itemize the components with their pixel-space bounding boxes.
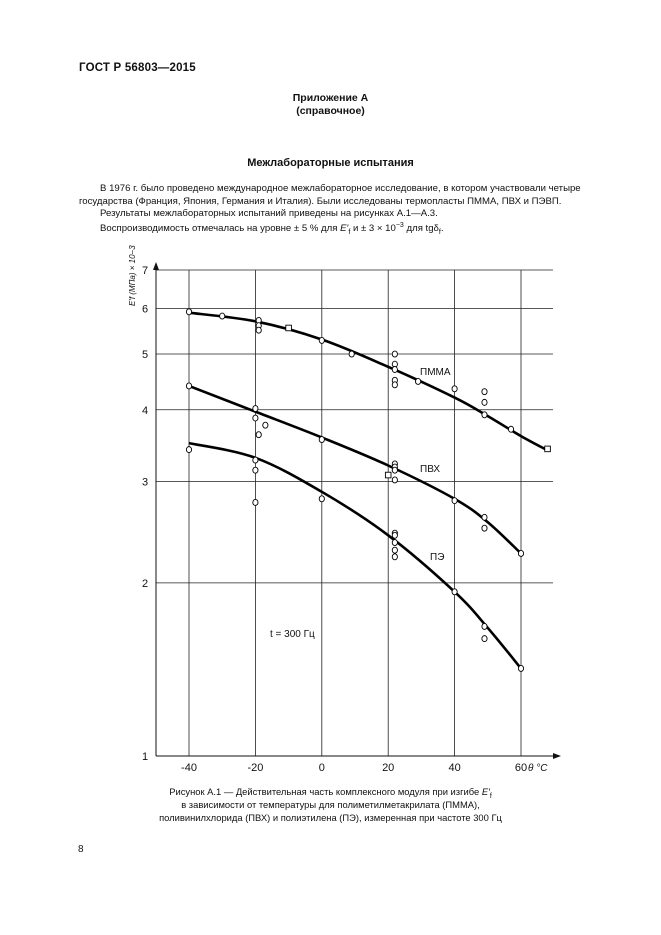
data-point bbox=[392, 382, 397, 388]
document-code: ГОСТ Р 56803—2015 bbox=[79, 62, 196, 74]
data-point bbox=[220, 313, 225, 319]
caption-symbol-sub: f bbox=[489, 792, 492, 800]
x-tick-label: -20 bbox=[247, 762, 264, 774]
x-axis-label: θ °C bbox=[528, 763, 548, 774]
data-point bbox=[385, 472, 391, 478]
figure-caption-line2: в зависимости от температуры для полиметилметакрилата (ПММА), bbox=[181, 799, 480, 810]
data-point bbox=[392, 547, 397, 553]
data-point bbox=[186, 309, 191, 315]
figure-caption-line3: поливинилхлорида (ПВХ) и полиэтилена (ПЭ), измеренная при частоте 300 Гц bbox=[159, 812, 502, 823]
data-point bbox=[452, 386, 457, 392]
data-point bbox=[253, 467, 258, 473]
p3-text-c: для tgδ bbox=[403, 223, 439, 235]
y-tick-label: 2 bbox=[141, 577, 149, 590]
x-tick-label: 20 bbox=[382, 762, 395, 774]
data-point bbox=[319, 437, 324, 443]
series-line bbox=[189, 313, 548, 451]
y-tick-label: 3 bbox=[141, 476, 149, 489]
section-title: Межлабораторные испытания bbox=[247, 157, 414, 169]
data-point bbox=[415, 378, 420, 384]
caption-text-a: Рисунок А.1 — Действительная часть комплексного модуля при изгибе bbox=[169, 786, 482, 797]
data-point bbox=[392, 477, 397, 483]
data-point bbox=[253, 406, 258, 412]
data-point bbox=[482, 412, 487, 418]
p3-exponent: −3 bbox=[395, 222, 404, 229]
y-tick-label: 6 bbox=[141, 303, 149, 316]
data-point bbox=[392, 351, 397, 357]
x-tick-label: 40 bbox=[448, 762, 461, 774]
data-point bbox=[186, 447, 191, 453]
data-point bbox=[392, 540, 397, 546]
data-point bbox=[253, 415, 258, 421]
appendix-subtitle: (справочное) bbox=[296, 105, 365, 117]
data-point bbox=[482, 525, 487, 531]
data-point bbox=[256, 432, 261, 438]
appendix-title: Приложение А bbox=[292, 92, 369, 104]
data-point bbox=[452, 589, 457, 595]
frequency-annotation: t = 300 Гц bbox=[270, 629, 315, 640]
data-point bbox=[253, 457, 258, 463]
y-tick-label: 1 bbox=[141, 751, 149, 763]
data-point bbox=[319, 337, 324, 343]
data-point bbox=[286, 325, 292, 331]
y-axis-label: E′f (МПа) × 10−3 bbox=[128, 245, 137, 306]
data-point bbox=[482, 514, 487, 520]
chart-curves bbox=[189, 313, 548, 669]
data-point bbox=[253, 499, 258, 505]
caption-symbol: E′ bbox=[481, 786, 490, 797]
data-point bbox=[392, 532, 397, 538]
p3-text-b: и ± 3 × 10 bbox=[350, 223, 396, 235]
x-tick-label: 60 bbox=[514, 762, 528, 774]
p3-delta-sub: f bbox=[438, 229, 441, 237]
data-point bbox=[392, 366, 397, 372]
chart-points bbox=[186, 309, 550, 672]
data-point bbox=[392, 554, 397, 560]
data-point bbox=[545, 446, 551, 452]
p3-symbol-sub: f bbox=[348, 229, 351, 237]
series-label: ПММА bbox=[420, 367, 451, 378]
y-tick-label: 5 bbox=[141, 349, 149, 362]
x-axis-arrow bbox=[553, 753, 561, 759]
y-tick-label: 4 bbox=[141, 404, 149, 417]
paragraph-intro: В 1976 г. было проведено международное межлабораторное исследование, в котором участвовали четыре государства (Франция, Япония, Германия и Италия). Были исследованы термопласты ПММА, ПВХ и ПЭВП. bbox=[79, 183, 581, 207]
data-point bbox=[482, 636, 487, 642]
data-point bbox=[319, 496, 324, 502]
data-point bbox=[518, 550, 523, 556]
p3-symbol: E′ bbox=[340, 223, 349, 235]
data-point bbox=[482, 399, 487, 405]
x-tick-label: -40 bbox=[181, 762, 197, 774]
data-point bbox=[452, 498, 457, 504]
data-point bbox=[256, 327, 261, 333]
p3-text-d: . bbox=[440, 223, 444, 235]
data-point bbox=[508, 426, 513, 432]
series-label: ПВХ bbox=[420, 464, 441, 475]
data-point bbox=[186, 383, 191, 389]
data-point bbox=[392, 467, 397, 473]
data-point bbox=[349, 351, 354, 357]
x-tick-label: 0 bbox=[318, 762, 325, 774]
series-label: ПЭ bbox=[430, 552, 445, 563]
data-point bbox=[263, 422, 268, 428]
y-axis-arrow bbox=[153, 262, 159, 270]
paragraph-results: Результаты межлабораторных испытаний приведены на рисунках А.1—А.3. bbox=[100, 208, 438, 219]
data-point bbox=[482, 389, 487, 395]
chart-labels bbox=[128, 245, 548, 774]
page-number: 8 bbox=[78, 844, 84, 855]
chart-axes bbox=[153, 262, 561, 759]
series-line bbox=[189, 386, 521, 554]
p3-text-a: Воспроизводимость отмечалась на уровне ± 5 % для bbox=[100, 223, 341, 235]
series-line bbox=[189, 443, 521, 668]
y-tick-label: 7 bbox=[141, 265, 149, 277]
data-point bbox=[518, 665, 523, 671]
data-point bbox=[482, 623, 487, 629]
